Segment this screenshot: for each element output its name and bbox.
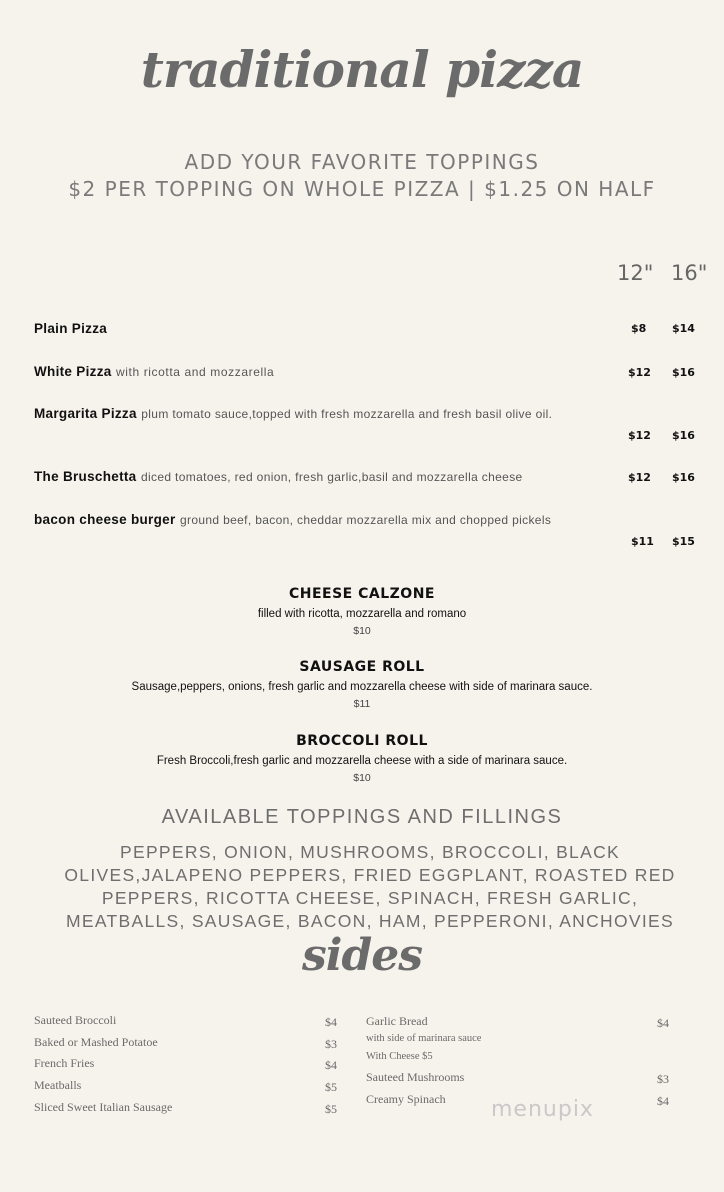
price-12: $12 (628, 366, 651, 379)
side-price: $4 (657, 1016, 669, 1030)
specialty-title: CHEESE CALZONE (288, 586, 435, 602)
toppings-note-line2: $2 PER TOPPING ON WHOLE PIZZA | $1.25 ON HALF (68, 177, 656, 201)
toppings-note-line1: ADD YOUR FAVORITE TOPPINGS (184, 150, 540, 174)
pizza-name: Plain Pizza (34, 321, 108, 336)
page-title: traditional pizza (140, 40, 584, 99)
menupix-watermark: menupix (491, 1097, 594, 1122)
side-note: With Cheese $5 (366, 1051, 433, 1062)
pizza-item-bacon-cheese-burger (34, 511, 551, 529)
pizza-name: bacon cheese burger (34, 512, 176, 527)
side-price: $3 (657, 1072, 669, 1086)
side-price: $4 (657, 1094, 669, 1108)
price-12: $12 (628, 429, 651, 442)
toppings-heading: AVAILABLE TOPPINGS AND FILLINGS (161, 806, 563, 828)
toppings-list: PEPPERS, ONION, MUSHROOMS, BROCCOLI, BLACK OLIVES,JALAPENO PEPPERS, FRIED EGGPLANT, ROASTED RED PEPPERS, RICOTTA CHEESE, SPINACH, FRESH GARLIC, MEATBALLS, SAUSAGE, BACON, HAM, PEPPERONI, ANCHOVIES (64, 842, 676, 931)
side-item: Sauteed Mushrooms (366, 1070, 465, 1084)
specialty-broccoli-roll (0, 733, 724, 784)
pizza-name: Margarita Pizza (34, 406, 137, 421)
pizza-item-white (34, 363, 274, 381)
pizza-item-margarita (34, 405, 552, 423)
price-12: $11 (631, 535, 654, 548)
pizza-desc: diced tomatoes, red onion, fresh garlic,basil and mozzarella cheese (140, 470, 523, 484)
side-item: Meatballs (34, 1078, 82, 1092)
side-price: $4 (325, 1015, 337, 1029)
specialty-desc: Sausage,peppers, onions, fresh garlic and mozzarella cheese with side of marinara sauce. (131, 681, 593, 693)
side-price: $3 (325, 1037, 337, 1051)
pizza-name: The Bruschetta (34, 469, 137, 484)
pizza-desc: with ricotta and mozzarella (116, 365, 275, 379)
specialty-desc: Fresh Broccoli,fresh garlic and mozzarella cheese with a side of marinara sauce. (156, 755, 568, 767)
pizza-item-plain (34, 320, 107, 338)
price-16: $16 (672, 366, 695, 379)
pizza-desc: ground beef, bacon, cheddar mozzarella mix and chopped pickels (179, 513, 552, 527)
specialty-price: $11 (353, 698, 371, 710)
side-note: with side of marinara sauce (366, 1033, 482, 1044)
side-price: $5 (325, 1080, 337, 1094)
size-header-16: 16" (671, 261, 708, 285)
specialty-price: $10 (353, 625, 371, 637)
pizza-desc: plum tomato sauce,topped with fresh mozzarella and fresh basil olive oil. (141, 407, 553, 421)
price-12: $8 (631, 322, 647, 335)
price-16: $15 (672, 535, 695, 548)
side-item: Sliced Sweet Italian Sausage (34, 1100, 173, 1114)
price-16: $16 (672, 429, 695, 442)
specialty-cheese-calzone (0, 586, 724, 637)
side-item: French Fries (34, 1056, 95, 1070)
side-item: Creamy Spinach (366, 1092, 446, 1106)
specialty-sausage-roll (0, 659, 724, 710)
specialty-title: BROCCOLI ROLL (296, 733, 428, 749)
side-item: Garlic Bread (366, 1014, 428, 1028)
side-price: $5 (325, 1102, 337, 1116)
price-16: $14 (672, 322, 695, 335)
side-price: $4 (325, 1058, 337, 1072)
side-item: Baked or Mashed Potatoe (34, 1035, 158, 1049)
specialty-desc: filled with ricotta, mozzarella and romano (257, 608, 467, 620)
price-12: $12 (628, 471, 651, 484)
pizza-name: White Pizza (34, 364, 112, 379)
pizza-item-bruschetta (34, 468, 523, 486)
side-item: Sauteed Broccoli (34, 1013, 117, 1027)
specialty-price: $10 (353, 772, 371, 784)
price-16: $16 (672, 471, 695, 484)
size-header-12: 12" (617, 261, 654, 285)
sides-title: sides (301, 930, 423, 981)
specialty-title: SAUSAGE ROLL (299, 659, 425, 675)
